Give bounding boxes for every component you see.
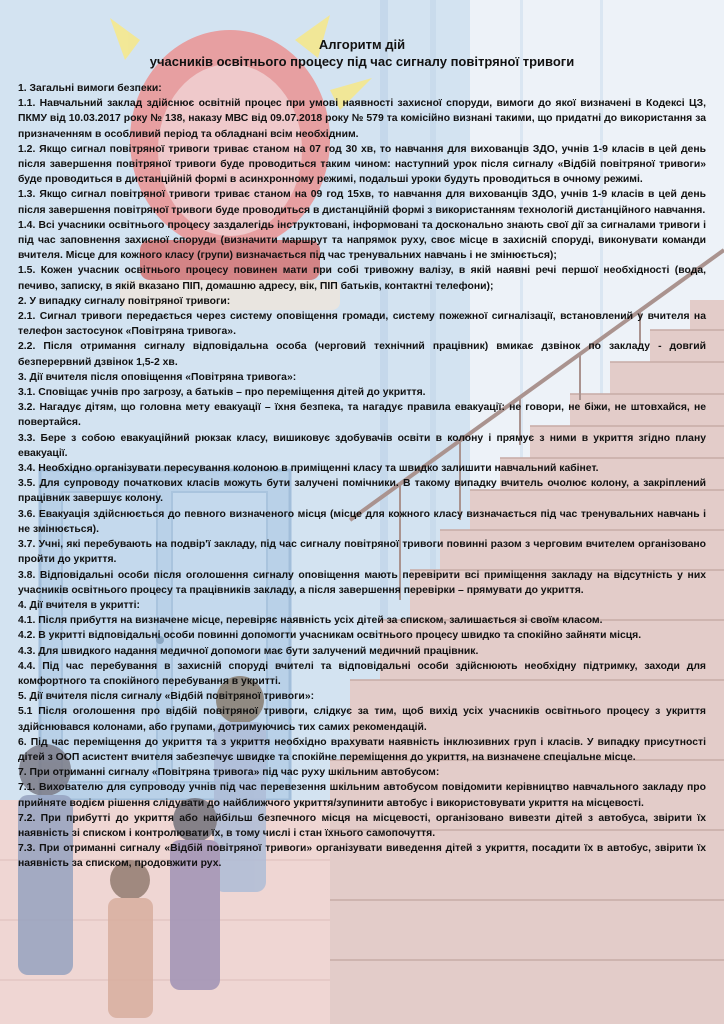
section-paragraph: 7.1. Вихователю для супроводу учнів під час перевезення шкільним автобусом повідомити керівництво навчального закладу про прийняте водієм рішення слідувати до найближчого укриття/зупинити автобус і використовувати укриття на місцевості. (18, 782, 706, 809)
section-heading: 5. Дії вчителя після сигналу «Відбій повітряної тривоги»: (18, 691, 315, 703)
section-paragraph: 7.2. При прибутті до укриття або найбільш безпечного місця на місцевості, організовано вивезти дітей з автобуса, звірити їх наявність зі списком і контролювати їх, в тому числі і стан їхнього самопочуття. (18, 812, 706, 839)
section-heading: 1. Загальні вимоги безпеки: (18, 83, 162, 94)
section-paragraph: 2.2. Після отримання сигналу відповідальна особа (черговий технічний працівник) вмикає дзвінок по закладу - довгий безперервний дзвінок 1,5-2 хв. (18, 341, 706, 368)
section-heading: 2. У випадку сигналу повітряної тривоги: (18, 295, 231, 307)
section-paragraph: 1.5. Кожен учасник освітнього процесу повинен мати при собі тривожну валізу, в якій наявні речі першої необхідності (вода, печиво, записку, в якій вказано ПІП, домашню адресу, вік, ПІП батьків, контактні телефони); (18, 265, 706, 292)
section-paragraph: 1.2. Якщо сигнал повітряної тривоги триває станом на 07 год 30 хв, то навчання для вихованців ЗДО, учнів 1-9 класів в цей день після завершення повітряної тривоги буде проводиться таким чином: наступний урок після сигналу «Відбій повітряної тривоги» буде проводиться в дистанційній формі в асинхронному режимі, подальші уроки будуть проводиться в очному режимі. (18, 143, 706, 186)
section-paragraph: 3.6. Евакуація здійснюється до певного визначеного місця (місце для кожного класу визначається під час тренувальних навчань і не змінюється). (18, 508, 706, 535)
document-title: Алгоритм дій (318, 37, 406, 52)
section-paragraph: 3.1. Сповіщає учнів про загрозу, а батьків – про переміщення дітей до укриття. (18, 387, 426, 399)
section-paragraph: 2.1. Сигнал тривоги передається через систему оповіщення громади, систему пожежної сигналізації, встановлений у вчителя на телефон застосунок «Повітряна тривога». (18, 311, 706, 338)
section-paragraph: 4.1. Після прибуття на визначене місце, перевіряє наявність усіх дітей за списком, залишається зі своїм класом. (18, 615, 603, 627)
section-paragraph: 3.5. Для супроводу початкових класів можуть бути залучені помічники. В такому випадку вчитель очолює колону, а закріплений працівник завершує колону. (18, 478, 706, 505)
section-paragraph: 3.4. Необхідно організувати пересування колоною в приміщенні класу та швидко залишити навчальний кабінет. (18, 463, 599, 475)
section-paragraph: 3.2. Нагадує дітям, що головна мету евакуації – їхня безпека, та нагадує правила евакуації: не говори, не біжи, не штовхайся, не повертайся. (18, 402, 706, 429)
document-sections (18, 81, 706, 872)
section-heading: 7. При отриманні сигналу «Повітряна тривога» під час руху шкільним автобусом: (18, 767, 440, 779)
section-paragraph: 4.3. Для швидкого надання медичної допомоги має бути залучений медичний працівник. (18, 645, 479, 657)
document-subtitle: учасників освітнього процесу під час сигналу повітряної тривоги (149, 54, 575, 69)
section-heading: 4. Дії вчителя в укритті: (18, 599, 140, 611)
section-paragraph: 1.4. Всі учасники освітнього процесу заздалегідь інструктовані, інформовані та досконально знають свої дії за сигналами тривоги і під час заповнення захисної споруди (визначити маршрут та напрямок руху, своє місце в захисній споруді, виконувати команди вчителя. Місце для кожного класу (групи) визначається під час тренувальних навчань і не змінюється); (18, 219, 706, 262)
section-paragraph: 1.1. Навчальний заклад здійснює освітній процес при умові наявності захисної споруди, вимоги до якої визначені в Кодексі ЦЗ, ПКМУ від 10.03.2017 року № 138, наказу МВС від 09.07.2018 року № 579 та комісійно визнані такими, що придатні до використання за призначенням в особливий період та обладнані всім необхідним. (18, 98, 706, 140)
section-paragraph: 4.2. В укритті відповідальні особи повинні допомогти учасникам освітнього процесу швидко та спокійно зайняти місця. (18, 630, 642, 642)
section-paragraph: 7.3. При отриманні сигналу «Відбій повітряної тривоги» організувати виведення дітей з укриття, посадити їх в автобус, звірити їх наявність за списком, продовжити рух. (18, 843, 706, 870)
section-paragraph: 4.4. Під час перебування в захисній споруді вчителі та відповідальні особи здійснюють необхідну підтримку, заходи для комфортного та спокійного перебування в укритті. (18, 660, 706, 687)
document-body (18, 36, 706, 872)
section-paragraph: 3.7. Учні, які перебувають на подвір'ї закладу, під час сигналу повітряної тривоги повинні разом з черговим вчителем організовано пройти до укриття. (18, 539, 706, 566)
section-paragraph: 3.3. Бере з собою евакуаційний рюкзак класу, вишиковує здобувачів освіти в колону і прямує з ними в укриття згідно плану евакуації. (18, 432, 706, 459)
section-paragraph: 6. Під час переміщення до укриття та з укриття необхідно врахувати наявність інклюзивних груп і класів. У випадку присутності дітей з ООП асистент вчителя забезпечує швидке та спокійне переміщення до укриття, на визначене спеціальне місце. (18, 736, 706, 763)
section-heading: 3. Дії вчителя після оповіщення «Повітряна тривога»: (18, 371, 297, 383)
section-paragraph: 1.3. Якщо сигнал повітряної тривоги триває станом на 09 год 15хв, то навчання для вихованців ЗДО, учнів 1-9 класів в цей день після завершення повітряної тривоги буде проводиться в дистанційній формі з використанням технологій дистанційного навчання. (18, 189, 706, 216)
section-paragraph: 3.8. Відповідальні особи після оголошення сигналу оповіщення мають перевірити всі приміщення закладу на відсутність у них учасників освітнього процесу та працівників закладу, а після завершення перевірки – прямувати до укриття. (18, 569, 706, 596)
section-paragraph: 5.1 Після оголошення про відбій повітряної тривоги, слідкує за тим, щоб вихід усіх учасників освітнього процесу з укриття здійснювався колонами, або групами, дотримуючись тих самих рекомендацій. (18, 706, 706, 733)
